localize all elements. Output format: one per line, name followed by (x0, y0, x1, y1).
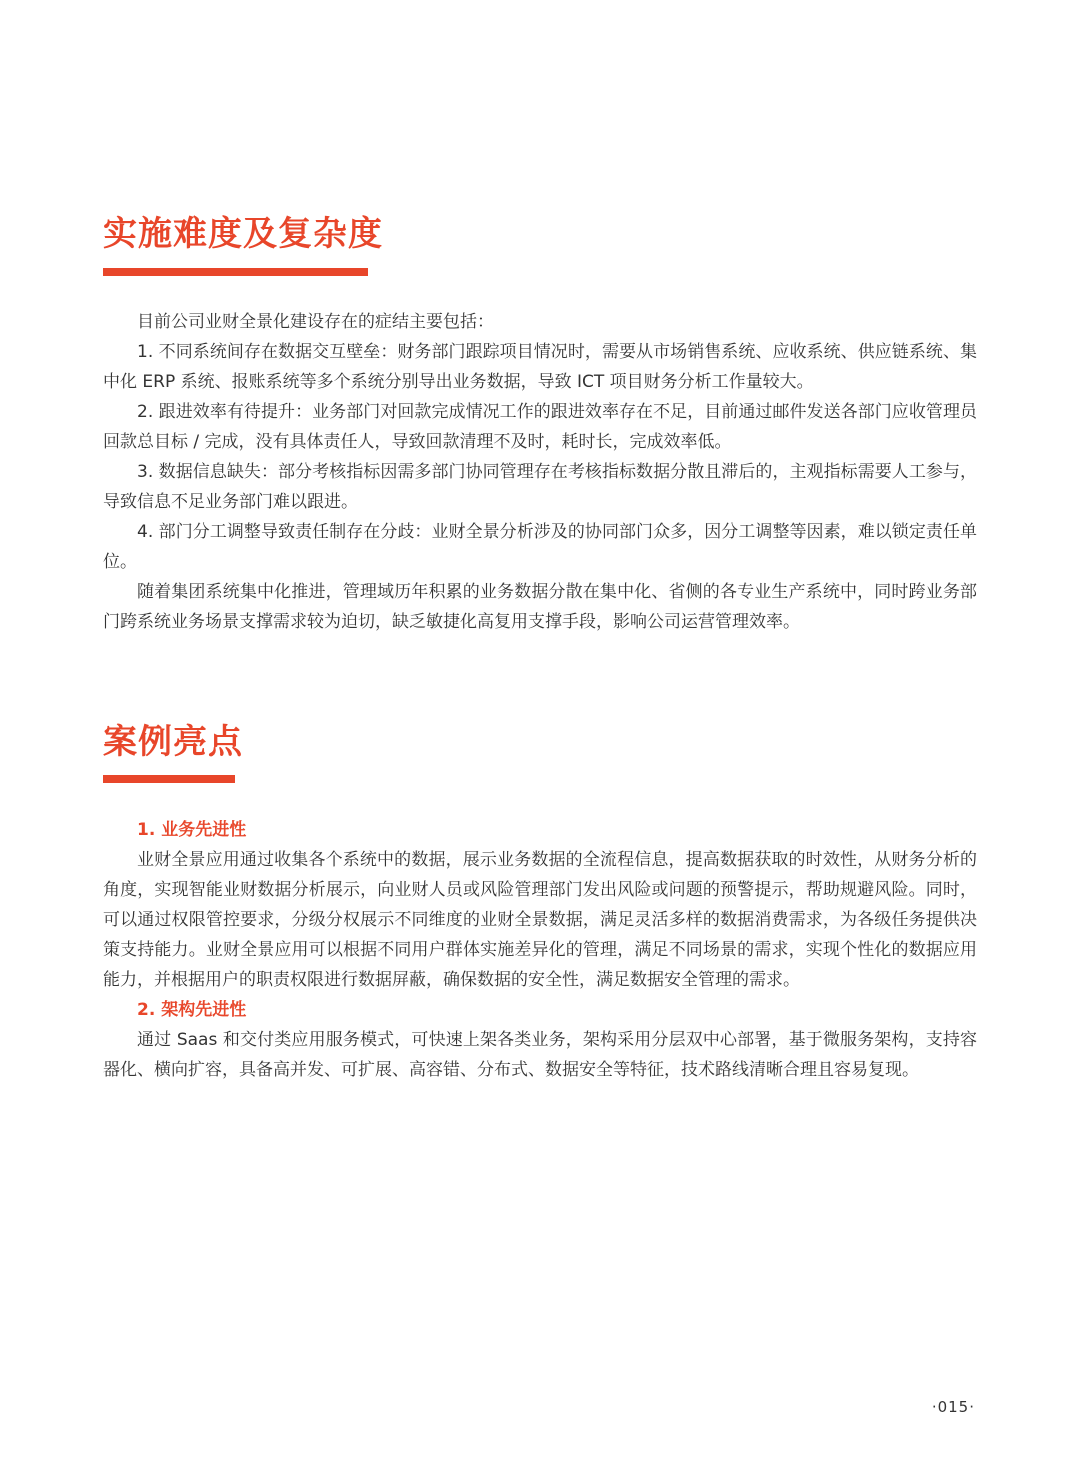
section-title-underline (103, 268, 368, 276)
section-title-implementation-difficulty: 实施难度及复杂度 (103, 214, 383, 254)
difficulty-item-3: 3. 数据信息缺失：部分考核指标因需多部门协同管理存在考核指标数据分散且滞后的，主观指标需要人工参与，导致信息不足业务部门难以跟进。 (103, 462, 977, 512)
subhead-architecture-advancement: 2. 架构先进性 (137, 1000, 247, 1020)
difficulty-item-4: 4. 部门分工调整导致责任制存在分歧：业财全景分析涉及的协同部门众多，因分工调整等因素，难以锁定责任单位。 (103, 522, 977, 572)
summary-paragraph: 随着集团系统集中化推进，管理域历年积累的业务数据分散在集中化、省侧的各专业生产系统中，同时跨业务部门跨系统业务场景支撑需求较为迫切，缺乏敏捷化高复用支撑手段，影响公司运营管理效率。 (103, 582, 977, 632)
case-highlights-body (103, 815, 977, 1085)
difficulty-item-1: 1. 不同系统间存在数据交互壁垒：财务部门跟踪项目情况时，需要从市场销售系统、应收系统、供应链系统、集中化 ERP 系统、报账系统等多个系统分别导出业务数据，导致 ICT 项目财务分析工作量较大。 (103, 342, 977, 392)
page-number: ·015· (931, 1398, 975, 1416)
section-title-case-highlights: 案例亮点 (103, 722, 243, 762)
business-advancement-paragraph: 业财全景应用通过收集各个系统中的数据，展示业务数据的全流程信息，提高数据获取的时效性，从财务分析的角度，实现智能业财数据分析展示，向业财人员或风险管理部门发出风险或问题的预警提示，帮助规避风险。同时，可以通过权限管控要求，分级分权展示不同维度的业财全景数据，满足灵活多样的数据消费需求，为各级任务提供决策支持能力。业财全景应用可以根据不同用户群体实施差异化的管理，满足不同场景的需求，实现个性化的数据应用能力，并根据用户的职责权限进行数据屏蔽，确保数据的安全性，满足数据安全管理的需求。 (103, 850, 977, 990)
architecture-advancement-paragraph: 通过 Saas 和交付类应用服务模式，可快速上架各类业务，架构采用分层双中心部署，基于微服务架构，支持容器化、横向扩容，具备高并发、可扩展、高容错、分布式、数据安全等特征，技术路线清晰合理且容易复现。 (103, 1030, 977, 1080)
difficulty-item-2: 2. 跟进效率有待提升：业务部门对回款完成情况工作的跟进效率存在不足，目前通过邮件发送各部门应收管理员回款总目标 / 完成，没有具体责任人，导致回款清理不及时，耗时长，完成效率低。 (103, 402, 977, 452)
intro-paragraph: 目前公司业财全景化建设存在的症结主要包括： (137, 312, 494, 332)
implementation-difficulty-body (103, 307, 977, 637)
subhead-business-advancement: 1. 业务先进性 (137, 820, 247, 840)
section-title-underline (103, 775, 235, 783)
